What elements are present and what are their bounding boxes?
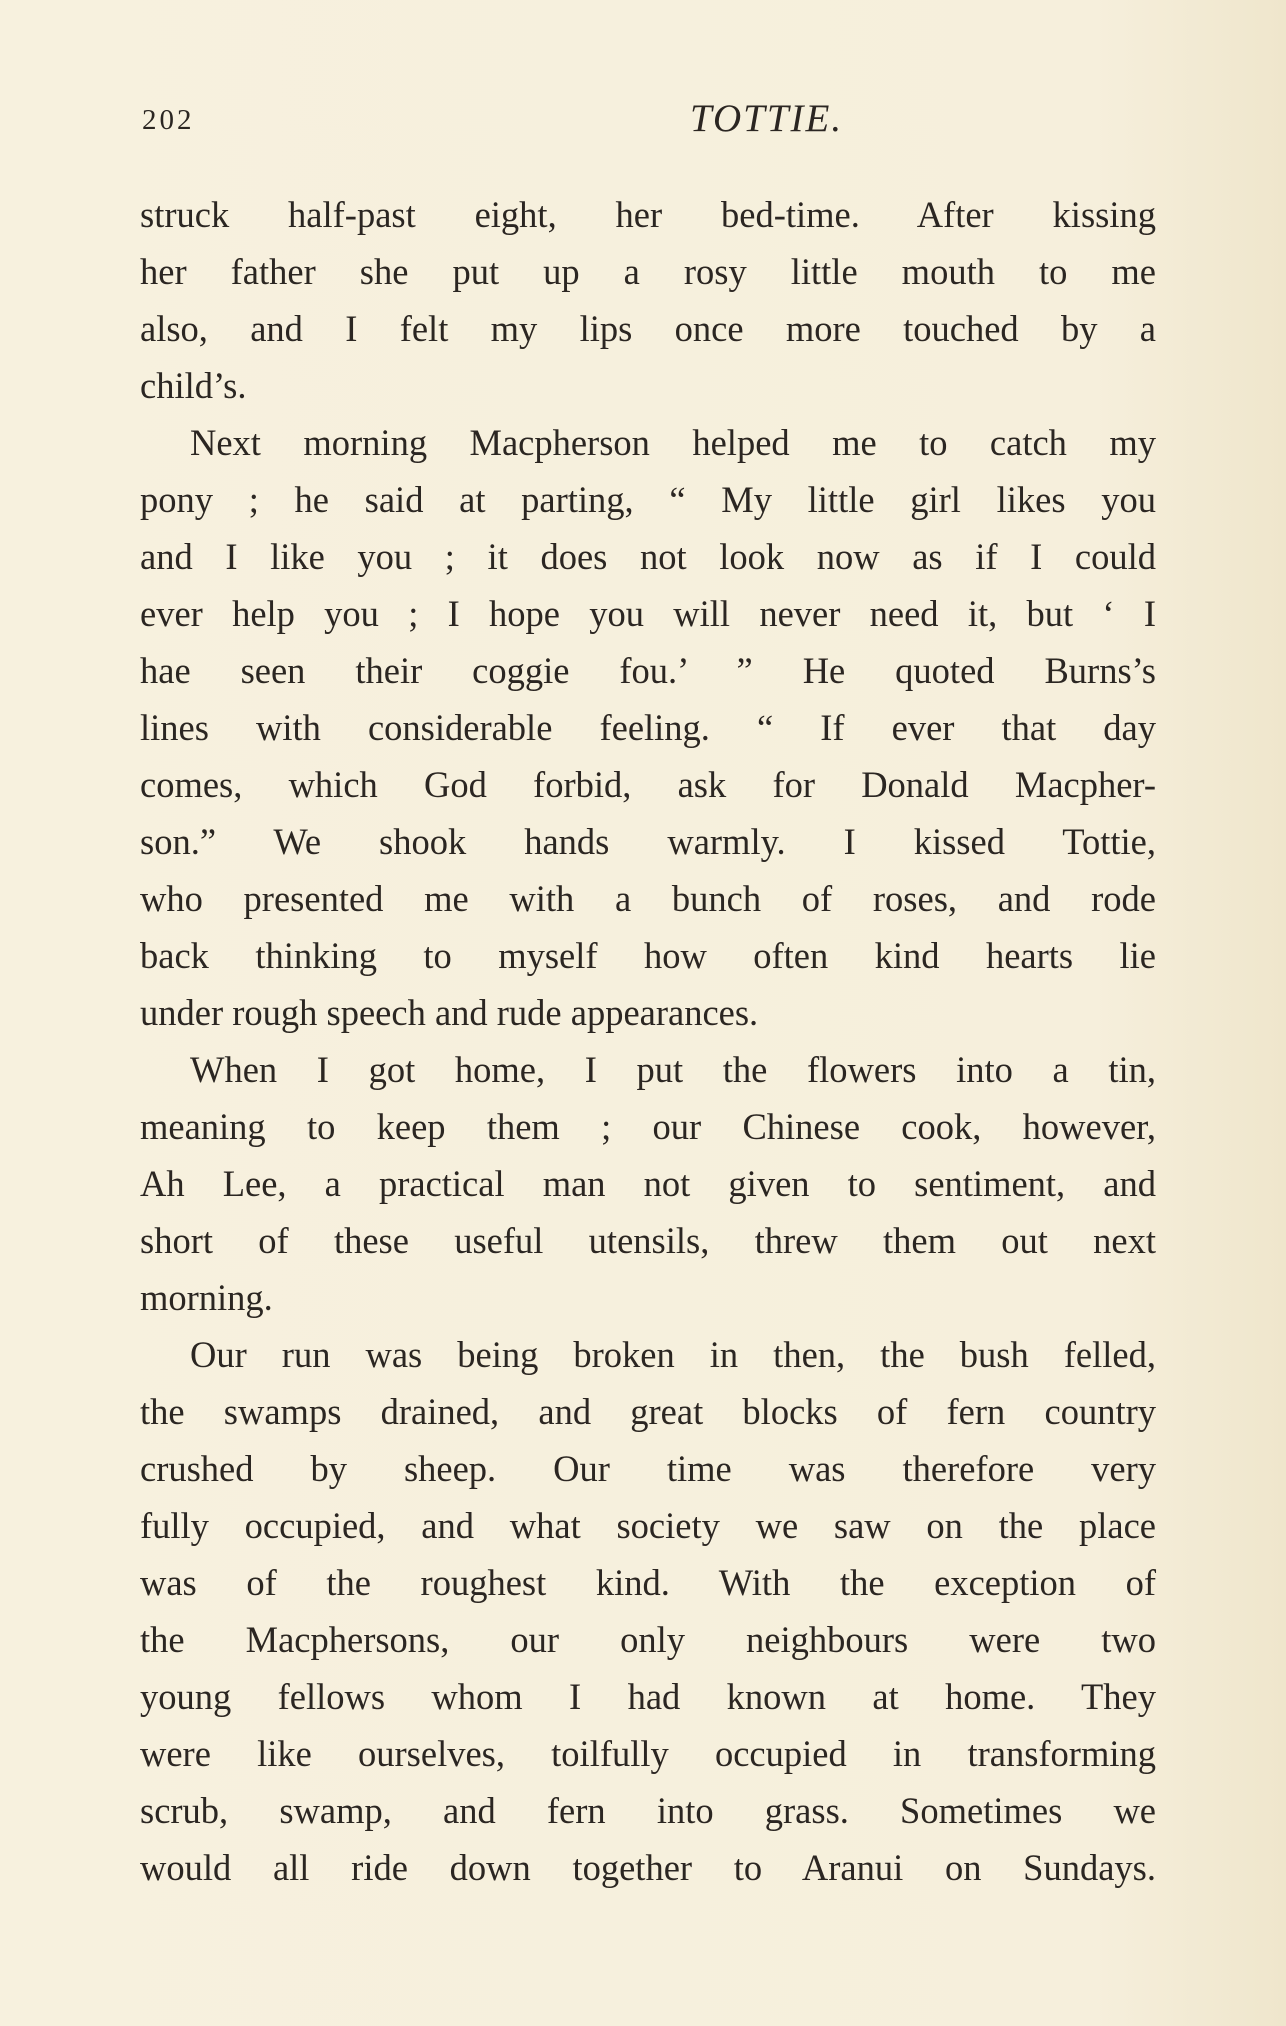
text-line: would all ride down together to Aranui on Sundays.: [140, 1847, 1156, 1888]
text-line: Our run was being broken in then, the bush felled,: [190, 1334, 1156, 1375]
page-header: [142, 96, 1152, 146]
text-line: her father she put up a rosy little mouth to me: [140, 251, 1156, 292]
text-line: who presented me with a bunch of roses, and rode: [140, 878, 1156, 919]
text-line: son.” We shook hands warmly. I kissed Tottie,: [140, 821, 1156, 862]
text-line: under rough speech and rude appearances.: [140, 992, 759, 1033]
text-line: young fellows whom I had known at home. They: [140, 1676, 1156, 1717]
text-line: Next morning Macpherson helped me to catch my: [190, 422, 1156, 463]
page-number: 202: [142, 104, 195, 136]
text-line: back thinking to myself how often kind hearts lie: [140, 935, 1156, 976]
text-line: also, and I felt my lips once more touched by a: [140, 308, 1156, 349]
text-line: meaning to keep them ; our Chinese cook, however,: [140, 1106, 1156, 1147]
text-line: comes, which God forbid, ask for Donald Macpher-: [140, 764, 1156, 805]
text-line: crushed by sheep. Our time was therefore very: [140, 1448, 1156, 1489]
text-line: pony ; he said at parting, “ My little girl likes you: [140, 479, 1156, 520]
text-line: ever help you ; I hope you will never need it, but ‘ I: [140, 593, 1156, 634]
text-line: and I like you ; it does not look now as if I could: [140, 536, 1156, 577]
text-line: the Macphersons, our only neighbours were two: [140, 1619, 1156, 1660]
text-line: child’s.: [140, 365, 247, 406]
text-line: scrub, swamp, and fern into grass. Sometimes we: [140, 1790, 1156, 1831]
text-line: was of the roughest kind. With the exception of: [140, 1562, 1156, 1603]
text-line: hae seen their coggie fou.’ ” He quoted Burns’s: [140, 650, 1156, 691]
text-line: lines with considerable feeling. “ If ever that day: [140, 707, 1156, 748]
body-text: [140, 186, 1156, 1896]
text-line: fully occupied, and what society we saw on the place: [140, 1505, 1156, 1546]
text-line: struck half-past eight, her bed-time. After kissing: [140, 194, 1156, 235]
running-title: TOTTIE.: [690, 97, 844, 140]
text-line: Ah Lee, a practical man not given to sentiment, and: [140, 1163, 1156, 1204]
text-line: were like ourselves, toilfully occupied in transforming: [140, 1733, 1156, 1774]
text-line: When I got home, I put the flowers into a tin,: [190, 1049, 1156, 1090]
text-line: morning.: [140, 1277, 273, 1318]
text-line: the swamps drained, and great blocks of fern country: [140, 1391, 1156, 1432]
text-line: short of these useful utensils, threw them out next: [140, 1220, 1156, 1261]
